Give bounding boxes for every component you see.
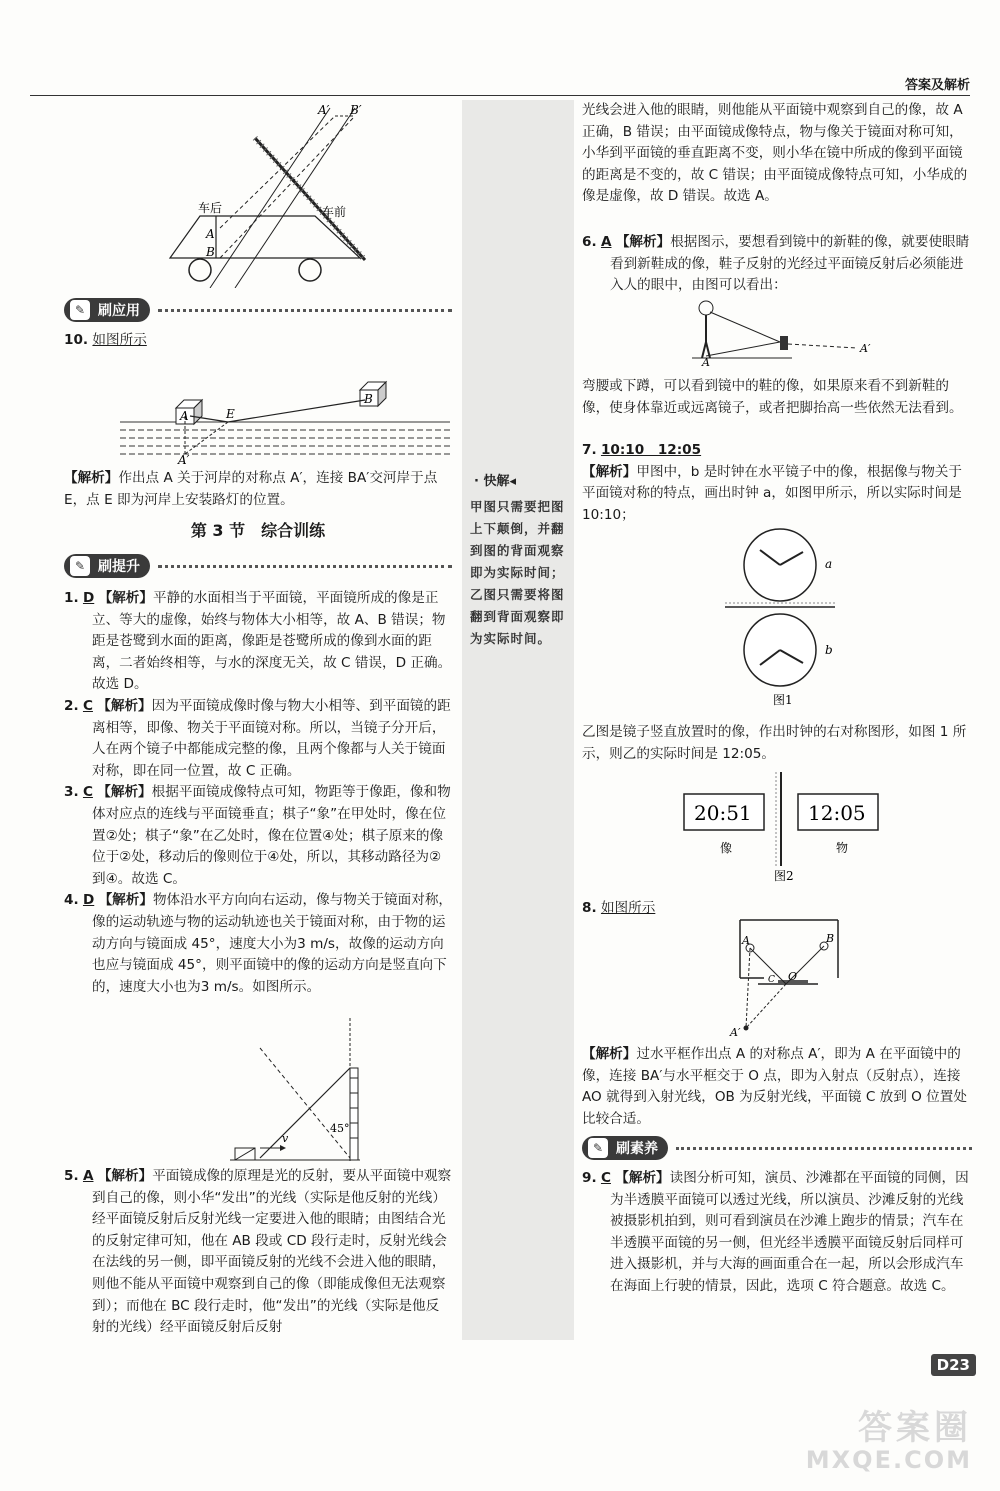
svg-text:A′: A′ [730,1026,741,1039]
tab-literacy: ✎ 刷素养 [582,1136,972,1160]
label-b: B [206,245,215,259]
svg-text:E: E [226,407,235,421]
svg-text:12:05: 12:05 [808,801,866,825]
answer-item-7: 7. 10:10 12:05 【解析】甲图中，b 是时钟在水平镜子中的像，根据像与物关于平面镜对称的特点，画出时钟 a，如图甲所示，所以实际时间是 10:10； [582,442,962,523]
side-note-band [462,100,574,1340]
figure-q7-clocks [725,520,875,710]
side-note-title: · 快解◂ [474,474,517,489]
label-b-prime: B′ [350,103,362,117]
q10: 10. 如图所示 [64,332,147,348]
answer-item-8: 8. 如图所示 [582,900,656,916]
svg-text:图2: 图2 [774,869,794,883]
svg-text:B: B [826,932,835,945]
section-title: 第 3 节 综合训练 [190,521,326,540]
tab-apply: ✎ 刷应用 [64,298,452,322]
svg-text:图1: 图1 [773,693,793,707]
side-note-text: 甲图只需要把图上下颠倒，并翻到图的背面观察即为实际时间；乙图只需要将图翻到背面观察即为实际时间。 [470,499,565,646]
svg-text:a: a [825,557,833,571]
figure-q10-river [120,372,450,467]
page-header-title: 答案及解析 [904,78,970,93]
svg-text:O: O [788,970,798,983]
svg-text:45°: 45° [330,1122,350,1135]
label-a: A [206,227,215,241]
svg-text:像: 像 [720,841,733,855]
tab-improve-label: 刷提升 [98,559,140,575]
header-rule [30,95,970,96]
answer-item-9: 9. C 【解析】读图分析可知，演员、沙滩都在平面镜的同侧，因为半透膜平面镜可以透过光线，所以演员、沙滩反射的光线被摄影机拍到，则可看到演员在沙滩上跑步的情景；汽车在半透膜平面镜的另一侧，但光经半透膜平面镜反射后同样可进入摄影机，并与大海的画面重合在一起，所以会形成汽车在海面上行驶的情景，因此，选项 C 符合题意。故选 C。 [582,1170,969,1294]
label-car-back: 车后 [198,201,223,215]
svg-text:A: A [702,356,710,366]
tab-literacy-label: 刷素养 [616,1141,658,1157]
q7-analysis-2: 乙图是镜子竖直放置时的像，作出时钟的右对称图形，如图 1 所示，则乙的实际时间是 12:05。 [582,724,967,762]
q8-analysis: 【解析】过水平框作出点 A 的对称点 A′，即为 A 在平面镜中的像，连接 BA′与水平框交于 O 点，即为入射点（反射点），连接 AO 就得到入射光线，OB 为反射光线，平面镜 C 放到 O 位置处比较合适。 [582,1046,967,1127]
answer-item-3: 3. C 【解析】根据平面镜成像特点可知，物距等于像距，像和物体对应点的连线与平面镜垂直；棋子“象”在甲处时，像在位置②处；棋子“象”在乙处时，像在位置④处；棋子原来的像位于②处，移动后的像则位于④处，所以，其移动路径为②到④。故选 C。 [64,784,451,887]
svg-text:C: C [768,975,775,985]
svg-text:v: v [282,1132,289,1145]
figure-q6-mirror [692,298,882,366]
answer-item-1: 1. D 【解析】平静的水面相当于平面镜，平面镜所成的像是正立、等大的虚像，始终与物体大小相等，故 A、B 错误；物距是苍鹭到水面的距离，像距是苍鹭所成的像到水面的距离，二者始终相等，与水的深度无关，故 C 错误，D 正确。故选 D。 [64,590,452,693]
svg-text:A′: A′ [178,453,190,467]
figure-q4-mirror [230,1018,380,1163]
label-a-prime: A′ [318,103,330,117]
answer-item-6: 6. A 【解析】根据图示，要想看到镜中的新鞋的像，就要使眼睛看到新鞋成的像，鞋子反射的光经过平面镜反射后必须能进入人的眼中，由图可以看出： [582,234,970,294]
label-car-front: 车前 [322,205,347,219]
q5-continued: 光线会进入他的眼睛，则他能从平面镜中观察到自己的像，故 A 正确，B 错误；由平面镜成像特点，物与像关于镜面对称可知，小华到平面镜的垂直距离不变，则小华在镜中所成的像到平面镜的距离是不变的，故 C 错误；由平面镜成像特点可知，小华成的像是虚像，故 D 错误。故选 A。 [582,102,968,205]
svg-text:b: b [825,643,833,657]
svg-text:B: B [364,392,373,406]
tab-improve: ✎ 刷提升 [64,554,452,578]
q10-analysis: 【解析】作出点 A 关于河岸的对称点 A′，连接 BA′交河岸于点 E，点 E 即为河岸上安装路灯的位置。 [64,470,438,508]
watermark-logo: 答案圈 [858,1408,972,1448]
answer-item-4: 4. D 【解析】物体沿水平方向向右运动，像与物关于镜面对称，像的运动轨迹与物的运动轨迹也关于镜面对称，由于物的运动方向与镜面成 45°，速度大小为3 m/s，故像的运动方向也应与镜面成 45°，则平面镜中的像的运动方向是竖直向下的，速度大小也为3 m/s。如图所示。 [64,892,453,995]
svg-text:A′: A′ [860,342,871,355]
figure-car-mirror [160,98,390,288]
q6-analysis-2: 弯腰或下蹲，可以看到镜中的鞋的像，如果原来看不到新鞋的像，使身体靠近或远离镜子，或者把脚抬高一些依然无法看到。 [582,378,963,416]
svg-text:20:51: 20:51 [694,801,752,825]
tab-apply-label: 刷应用 [98,303,140,319]
svg-text:A: A [742,934,750,947]
figure-q7-digital-clocks [680,772,890,884]
left-answers [64,588,452,998]
svg-text:物: 物 [836,841,849,855]
page-number: D23 [931,1354,976,1376]
figure-q8-box [728,918,848,1040]
svg-text:A: A [180,409,189,423]
answer-item-2: 2. C 【解析】因为平面镜成像时像与物大小相等、到平面镜的距离相等，即像、物关于平面镜对称。所以，当镜子分开后，人在两个镜子中都能成完整的像，且两个像都与人关于镜面对称，即在同一位置，故 C 正确。 [64,697,451,779]
watermark-url: MXQE.COM [805,1446,972,1474]
answer-item-5: 5. A 【解析】平面镜成像的原理是光的反射，要从平面镜中观察到自己的像，则小华“发出”的光线（实际是他反射的光线）经平面镜反射后反射光线一定要进入他的眼睛；由图结合光的反射定律可知，他在 AB 段或 CD 段行走时，反射光线会在法线的另一侧，即平面镜反射的光线不会进入他的眼睛，则他不能从平面镜中观察到自己的像（即能成像但无法观察到）；而他在 BC 段行走时，他“发出”的光线（实际是他反射的光线）经平面镜反射后反射 [64,1168,452,1336]
